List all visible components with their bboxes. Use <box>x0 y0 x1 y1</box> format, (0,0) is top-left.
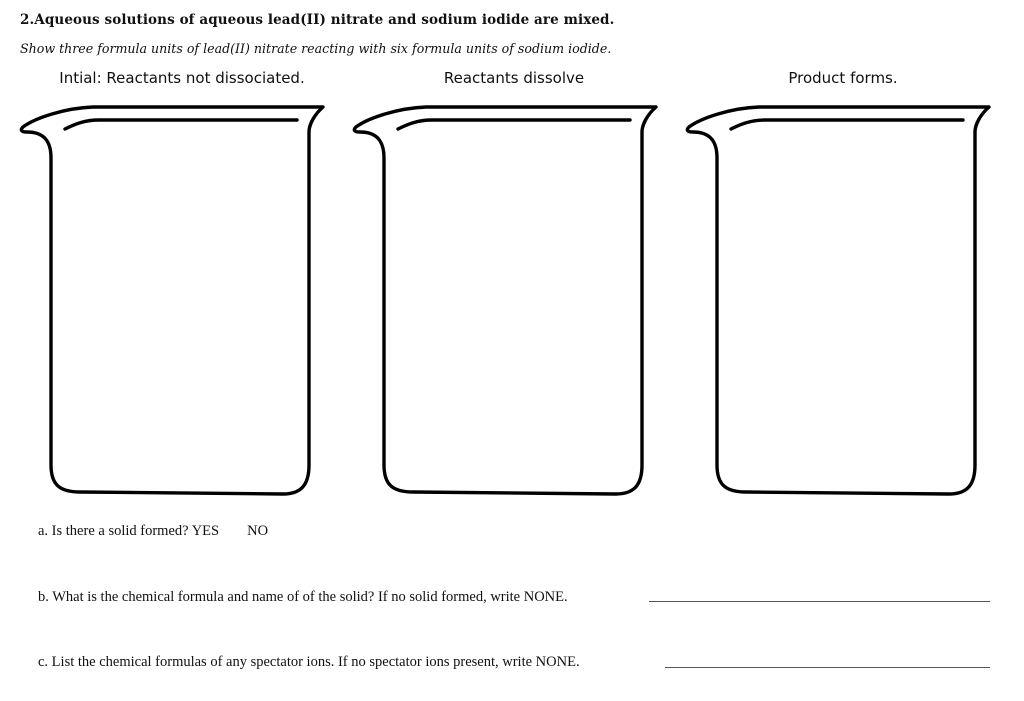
beaker-icon <box>15 100 335 500</box>
beaker-label-dissolve: Reactants dissolve <box>443 69 585 87</box>
beaker-label-product: Product forms. <box>788 69 898 87</box>
beaker-initial-drawing-area[interactable] <box>15 100 335 500</box>
beaker-icon <box>681 100 1001 500</box>
question-a <box>38 523 268 540</box>
answer-line-b[interactable] <box>649 601 990 602</box>
question-c-text: c. List the chemical formulas of any spectator ions. If no spectator ions present, write NONE. <box>38 654 580 670</box>
option-yes[interactable]: YES <box>191 523 220 539</box>
question-title: 2.Aqueous solutions of aqueous lead(II) nitrate and sodium iodide are mixed. <box>20 12 615 28</box>
beaker-icon <box>348 100 668 500</box>
question-b-text: b. What is the chemical formula and name of of the solid? If no solid formed, write NONE. <box>38 589 568 605</box>
beaker-product-drawing-area[interactable] <box>681 100 1001 500</box>
answer-line-c[interactable] <box>665 667 990 668</box>
option-no[interactable]: NO <box>247 523 269 539</box>
question-a-text: a. Is there a solid formed? <box>38 523 189 539</box>
question-instruction: Show three formula units of lead(II) nitrate reacting with six formula units of sodium iodide. <box>20 41 612 56</box>
beaker-dissolve-drawing-area[interactable] <box>348 100 668 500</box>
beaker-label-initial: Intial: Reactants not dissociated. <box>59 69 305 87</box>
